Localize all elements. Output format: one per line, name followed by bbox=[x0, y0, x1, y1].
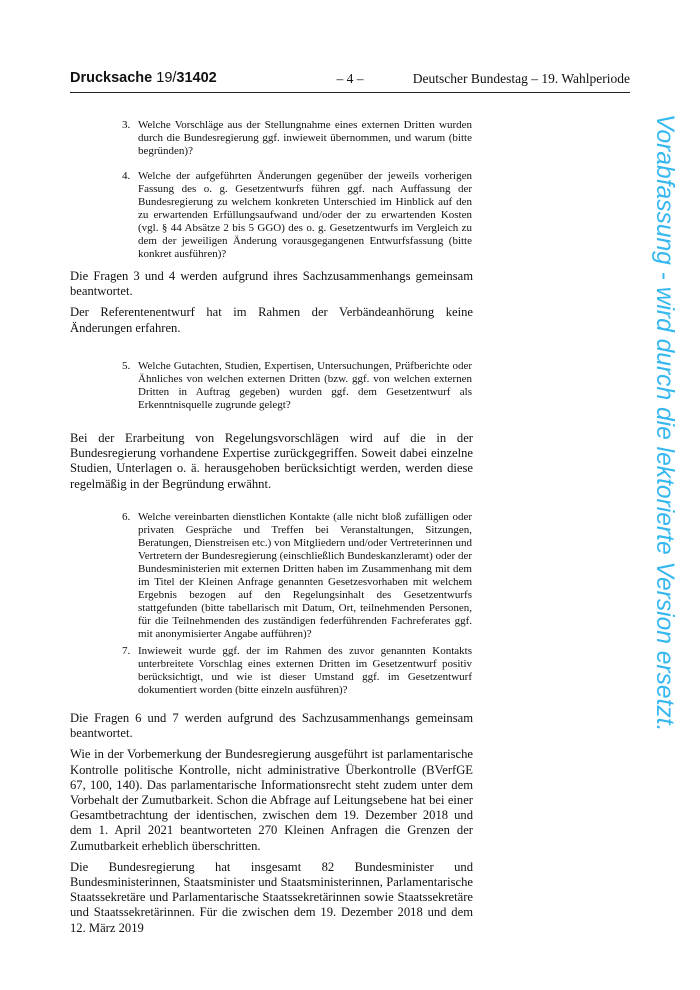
question-text: Welche der aufgeführten Änderungen gegenüber der jeweils vorherigen Fassung des o. g. Gesetzentwurfs führen ggf. nach Auffassung der Bundesregierung zu welchem konkreten Unterschied im Hinblick auf den zu erwartenden Erfüllungsaufwand und/oder der zu erwartenden Kosten (vgl. § 44 Absätze 2 bis 5 GGO) des o. g. Gesetzentwurfs im Vergleich zu dem der jeweiligen Änderung vorausgegangenen Entwurfsfassung (bitte konkret ausführen)? bbox=[138, 170, 472, 261]
drucksache-number-prefix: 19/ bbox=[156, 70, 177, 86]
answer-block-5 bbox=[70, 431, 473, 498]
institution-label: Deutscher Bundestag – 19. Wahlperiode bbox=[412, 71, 630, 86]
question-number: 5. bbox=[122, 360, 131, 372]
answer-paragraph: Die Bundesregierung hat insgesamt 82 Bundesminister und Bundesministerinnen, Staatsminister und Staatsministerinnen, Parlamentarische Staatssekretäre und Parlamentarische Staatssekretärinnen sowie Staatssekretäre und Staatssekretärinnen. Für die zwischen dem 19. Dezember 2018 und dem 12. März 2019 bbox=[70, 859, 473, 935]
question-text: Welche Gutachten, Studien, Expertisen, Untersuchungen, Prüfberichte oder Ähnliches von welchen externen Dritten (bzw. ggf. von welchen externen Dritten in Auftrag gegeben) wurden ggf. dem Gesetzentwurf als Erkenntnisquelle zugrunde gelegt? bbox=[138, 360, 472, 412]
question-text: Inwieweit wurde ggf. der im Rahmen des zuvor genannten Kontakts unterbreitete Vorschlag eines externen Dritten im Gesetzentwurf positiv berücksichtigt, und wie ist dieser Umstand ggf. im Gesetzentwurf dokumentiert worden (bitte einzeln ausführen)? bbox=[138, 645, 472, 697]
watermark-text: Vorabfassung - wird durch die lektorierte Version ersetzt. bbox=[651, 114, 678, 732]
question-text: Welche vereinbarten dienstlichen Kontakte (alle nicht bloß zufälligen oder privaten Gespräche und Treffen bei Veranstaltungen, Sitzungen, Beratungen, Dienstreisen etc.) von Mitgliedern und/oder Vertreterinnen und Vertretern der Bundesregierung (einschließlich Bundeskanzleramt) oder der Bundesministerien mit externen Dritten haben im Zusammenhang mit dem im Titel der Kleinen Anfrage genannten Gesetzesvorhaben mit welchem Ergebnis bezogen auf den Regelungsinhalt des Gesetzentwurfs stattgefunden (bitte tabellarisch mit Datum, Ort, teilnehmenden Personen, für die Teilnehmenden des zuständigen federführenden Fachreferates ggf. mit anonymisierter Angabe aufführen)? bbox=[138, 511, 472, 641]
answer-paragraph: Der Referentenentwurf hat im Rahmen der Verbändeanhörung keine Änderungen erfahren. bbox=[70, 305, 473, 335]
question-number: 3. bbox=[122, 119, 131, 131]
question-4 bbox=[122, 170, 472, 261]
drucksache-label: Drucksache 19/31402 bbox=[70, 70, 217, 86]
drucksache-number: 31402 bbox=[176, 70, 217, 86]
question-number: 7. bbox=[122, 645, 131, 657]
question-6 bbox=[122, 511, 472, 641]
question-number: 4. bbox=[122, 170, 131, 182]
answer-paragraph: Wie in der Vorbemerkung der Bundesregierung ausgeführt ist parlamentarische Kontrolle politische Kontrolle, nicht administrative Überkontrolle (BVerfGE 67, 100, 140). Das parlamentarische Informationsrecht steht zudem unter dem Vorbehalt der Zumutbarkeit. Schon die Abfrage auf Leitungsebene hat bei einer Gesamtbetrachtung der identischen, zwischen dem 19. Dezember 2018 und dem 1. April 2021 beantworteten 270 Kleinen Anfragen die Grenzen der Zumutbarkeit erheblich überschritten. bbox=[70, 747, 473, 853]
question-text: Welche Vorschläge aus der Stellungnahme eines externen Dritten wurden durch die Bundesregierung ggf. inwieweit übernommen, und warum (bitte begründen)? bbox=[138, 119, 472, 158]
answer-block-3-4 bbox=[70, 269, 473, 342]
answer-paragraph: Die Fragen 3 und 4 werden aufgrund ihres Sachzusammenhangs gemeinsam beantwortet. bbox=[70, 269, 473, 299]
question-number: 6. bbox=[122, 511, 131, 523]
answer-block-6-7 bbox=[70, 711, 473, 942]
answer-paragraph: Bei der Erarbeitung von Regelungsvorschlägen wird auf die in der Bundesregierung vorhandene Expertise zurückgegriffen. Soweit dabei einzelne Studien, Unterlagen o. ä. herausgehoben berücksichtigt werden, werden diese regelmäßig in der Begründung erwähnt. bbox=[70, 431, 473, 491]
page-header bbox=[70, 70, 630, 93]
page-number: – 4 – bbox=[336, 71, 364, 86]
question-3 bbox=[122, 119, 472, 158]
answer-paragraph: Die Fragen 6 und 7 werden aufgrund des Sachzusammenhangs gemeinsam beantwortet. bbox=[70, 711, 473, 741]
draft-watermark bbox=[644, 114, 684, 880]
question-7 bbox=[122, 645, 472, 697]
question-5 bbox=[122, 360, 472, 412]
